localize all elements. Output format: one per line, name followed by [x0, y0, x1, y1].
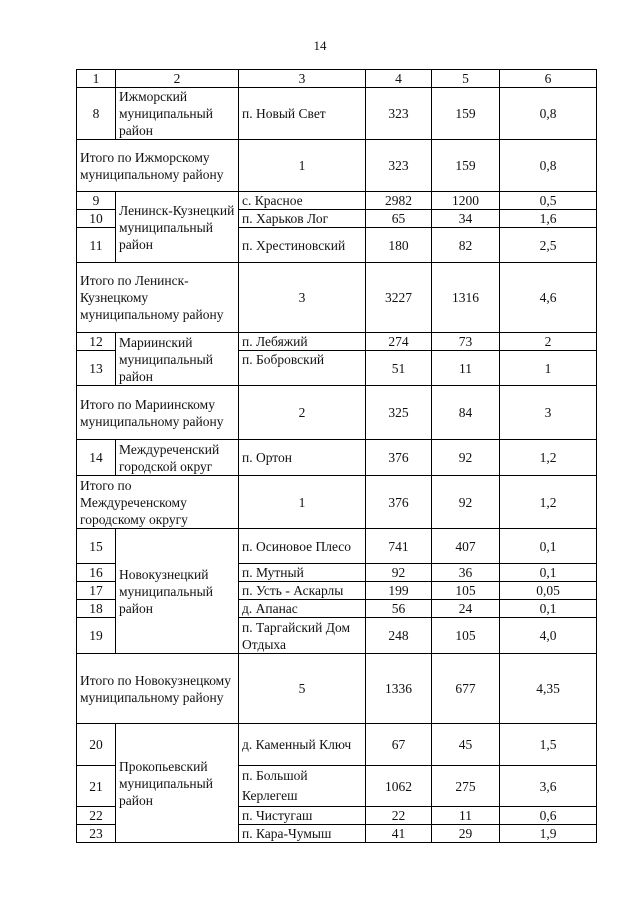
value-col6: 0,1 [500, 600, 597, 618]
row-number: 17 [77, 582, 116, 600]
value-col5: 92 [432, 440, 500, 476]
value-col4: 22 [366, 807, 432, 825]
total-col3: 2 [239, 386, 366, 440]
settlement-name: п. Осиновое Плесо [239, 529, 366, 564]
total-row [77, 386, 597, 440]
row-number: 23 [77, 825, 116, 843]
value-col5: 24 [432, 600, 500, 618]
settlement-name: п. Усть - Аскарлы [239, 582, 366, 600]
total-col3: 5 [239, 654, 366, 724]
row-number: 19 [77, 618, 116, 654]
row-number: 15 [77, 529, 116, 564]
value-col5: 1200 [432, 192, 500, 210]
settlement-name: п. Лебяжий [239, 333, 366, 351]
district-name: Новокузнецкий муниципальный район [116, 529, 239, 654]
row-number: 13 [77, 351, 116, 386]
value-col4: 56 [366, 600, 432, 618]
value-col6: 2 [500, 333, 597, 351]
value-col5: 29 [432, 825, 500, 843]
value-col6: 0,6 [500, 807, 597, 825]
total-row [77, 263, 597, 333]
value-col6: 0,8 [500, 88, 597, 140]
settlement-name: п. Кара-Чумыш [239, 825, 366, 843]
total-col3: 3 [239, 263, 366, 333]
total-col6: 4,6 [500, 263, 597, 333]
settlement-name: п. Хрестиновский [239, 228, 366, 263]
total-col5: 84 [432, 386, 500, 440]
value-col4: 323 [366, 88, 432, 140]
header-cell: 5 [432, 70, 500, 88]
row-number: 8 [77, 88, 116, 140]
row-number: 12 [77, 333, 116, 351]
header-cell: 3 [239, 70, 366, 88]
value-col6: 1,5 [500, 724, 597, 766]
settlement-name: п. Мутный [239, 564, 366, 582]
row-number: 21 [77, 766, 116, 807]
value-col6: 0,1 [500, 564, 597, 582]
value-col5: 45 [432, 724, 500, 766]
total-col6: 3 [500, 386, 597, 440]
total-col4: 325 [366, 386, 432, 440]
value-col6: 1,9 [500, 825, 597, 843]
value-col6: 1,2 [500, 440, 597, 476]
value-col6: 1 [500, 351, 597, 386]
settlement-name: п. Харьков Лог [239, 210, 366, 228]
row-number: 20 [77, 724, 116, 766]
table-row [77, 529, 597, 564]
value-col6: 0,05 [500, 582, 597, 600]
row-number: 18 [77, 600, 116, 618]
value-col5: 407 [432, 529, 500, 564]
total-col3: 1 [239, 476, 366, 529]
header-cell: 4 [366, 70, 432, 88]
settlement-name: д. Апанас [239, 600, 366, 618]
table-row [77, 724, 597, 766]
district-name: Мариинский муниципальный район [116, 333, 239, 386]
table-row [77, 88, 597, 140]
total-label: Итого по Мариинскому муниципальному району [77, 386, 239, 440]
value-col5: 275 [432, 766, 500, 807]
value-col5: 11 [432, 807, 500, 825]
row-number: 10 [77, 210, 116, 228]
value-col4: 2982 [366, 192, 432, 210]
value-col6: 0,1 [500, 529, 597, 564]
value-col6: 3,6 [500, 766, 597, 807]
total-col6: 0,8 [500, 140, 597, 192]
value-col4: 274 [366, 333, 432, 351]
settlement-name: п. Бобровский [239, 351, 366, 386]
value-col6: 4,0 [500, 618, 597, 654]
value-col4: 67 [366, 724, 432, 766]
total-col4: 3227 [366, 263, 432, 333]
row-number: 14 [77, 440, 116, 476]
value-col5: 105 [432, 618, 500, 654]
total-row [77, 140, 597, 192]
district-name: Ижморский муниципальный район [116, 88, 239, 140]
value-col5: 159 [432, 88, 500, 140]
total-label: Итого по Новокузнецкому муниципальному району [77, 654, 239, 724]
settlement-name: п. Чистугаш [239, 807, 366, 825]
total-col4: 323 [366, 140, 432, 192]
value-col4: 1062 [366, 766, 432, 807]
value-col5: 34 [432, 210, 500, 228]
value-col5: 73 [432, 333, 500, 351]
value-col4: 65 [366, 210, 432, 228]
total-col4: 1336 [366, 654, 432, 724]
value-col5: 36 [432, 564, 500, 582]
table-row [77, 192, 597, 210]
total-col4: 376 [366, 476, 432, 529]
settlement-name: с. Красное [239, 192, 366, 210]
value-col5: 105 [432, 582, 500, 600]
value-col6: 0,5 [500, 192, 597, 210]
row-number: 16 [77, 564, 116, 582]
value-col4: 92 [366, 564, 432, 582]
total-col5: 159 [432, 140, 500, 192]
row-number: 9 [77, 192, 116, 210]
value-col4: 51 [366, 351, 432, 386]
total-col5: 92 [432, 476, 500, 529]
value-col5: 82 [432, 228, 500, 263]
district-name: Ленинск-Кузнецкий муниципальный район [116, 192, 239, 263]
table-row [77, 440, 597, 476]
header-row [77, 70, 597, 88]
district-name: Междуреченский городской округ [116, 440, 239, 476]
total-col6: 1,2 [500, 476, 597, 529]
settlement-name: п. Таргайский Дом Отдыха [239, 618, 366, 654]
row-number: 11 [77, 228, 116, 263]
value-col4: 376 [366, 440, 432, 476]
value-col5: 11 [432, 351, 500, 386]
total-col5: 677 [432, 654, 500, 724]
table-row [77, 333, 597, 351]
total-col6: 4,35 [500, 654, 597, 724]
value-col4: 248 [366, 618, 432, 654]
value-col4: 741 [366, 529, 432, 564]
value-col6: 1,6 [500, 210, 597, 228]
district-name: Прокопьевский муниципальный район [116, 724, 239, 843]
total-row [77, 476, 597, 529]
settlement-name: п. Ортон [239, 440, 366, 476]
row-number: 22 [77, 807, 116, 825]
total-row [77, 654, 597, 724]
value-col4: 199 [366, 582, 432, 600]
settlement-name: д. Каменный Ключ [239, 724, 366, 766]
total-col3: 1 [239, 140, 366, 192]
settlements-table [76, 69, 597, 843]
header-cell: 2 [116, 70, 239, 88]
header-cell: 6 [500, 70, 597, 88]
total-label: Итого по Междуреченскому городскому округу [77, 476, 239, 529]
page-number: 14 [313, 38, 327, 53]
value-col4: 41 [366, 825, 432, 843]
settlement-name: п. Большой Керлегеш [239, 766, 366, 807]
value-col6: 2,5 [500, 228, 597, 263]
total-label: Итого по Ленинск-Кузнецкому муниципальному району [77, 263, 239, 333]
header-cell: 1 [77, 70, 116, 88]
total-col5: 1316 [432, 263, 500, 333]
settlement-name: п. Новый Свет [239, 88, 366, 140]
total-label: Итого по Ижморскому муниципальному району [77, 140, 239, 192]
value-col4: 180 [366, 228, 432, 263]
